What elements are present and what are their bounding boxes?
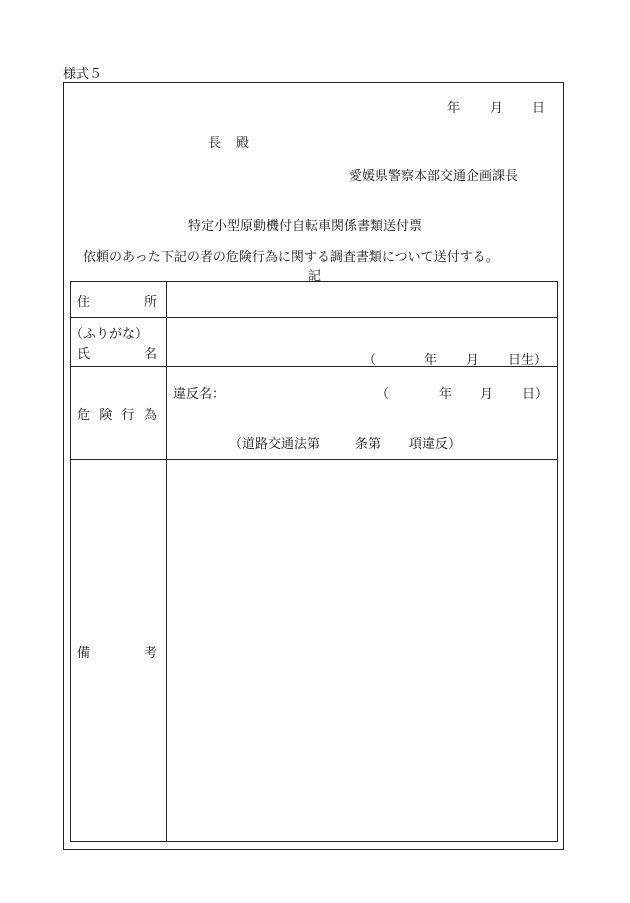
form-title: 特定小型原動機付自転車関係書類送付票 [188, 219, 423, 234]
law-article: 条第 [355, 437, 382, 452]
form-label: 様式５ [63, 67, 103, 82]
violation-label: 違反名： [173, 387, 226, 402]
row-divider [71, 366, 557, 367]
birth-day: 日生） [508, 353, 548, 368]
violation-date-month: 月 [480, 387, 494, 402]
furigana-label: （ふりがな） [70, 327, 149, 342]
details-table [70, 281, 558, 842]
sender: 愛媛県警察本部交通企画課長 [349, 169, 519, 184]
birth-year: 年 [424, 353, 438, 368]
name-label: 氏 名 [77, 347, 157, 362]
law-prefix: （道路交通法第 [229, 437, 321, 452]
date-day: 日 [532, 101, 546, 116]
date-year: 年 [447, 101, 461, 116]
birth-open: （ [363, 353, 377, 368]
violation-date-day: 日） [522, 387, 549, 402]
law-clause: 項違反） [409, 437, 462, 452]
addressee-honorific: 殿 [236, 136, 250, 151]
address-field[interactable] [167, 283, 557, 316]
intro-text: 依頼のあった下記の者の危険行為に関する調査書類について送付する。 [83, 250, 499, 265]
violation-field[interactable] [249, 377, 449, 399]
danger-label: 危 険 行 為 [77, 408, 157, 423]
remarks-label: 備 考 [77, 646, 157, 661]
birth-month: 月 [466, 353, 480, 368]
ki-marker: 記 [308, 269, 322, 284]
violation-date-open: （ [376, 387, 390, 402]
violation-date-year: 年 [439, 387, 453, 402]
remarks-field[interactable] [167, 460, 557, 840]
date-month: 月 [490, 101, 504, 116]
addressee-chief: 長 [208, 136, 222, 151]
name-field[interactable] [167, 318, 557, 365]
address-label: 住 所 [77, 295, 157, 310]
